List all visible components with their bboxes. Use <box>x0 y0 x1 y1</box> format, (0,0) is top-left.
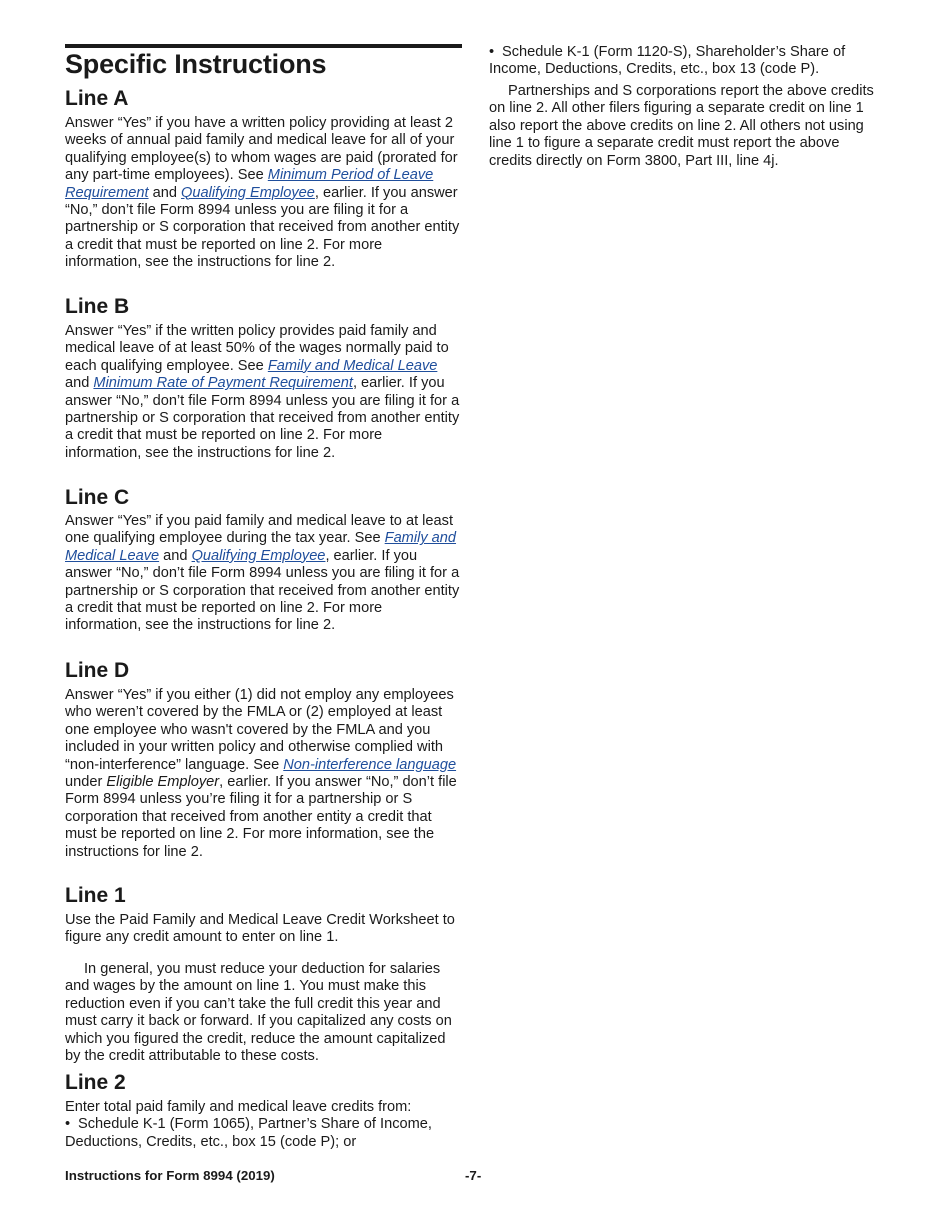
line-a-text-3: , earlier. If you answer “No,” don’t file Form 8994 unless you are filing it for a partnership or S corporation that received from another entity a credit that must be reported on line 2. For more information, see the instructions for line 2. <box>65 184 460 271</box>
eligible-employer-term: Eligible Employer <box>106 774 220 791</box>
line-2-intro-text: Enter total paid family and medical leave credits from: <box>65 1099 412 1115</box>
line-d-paragraph <box>65 687 462 861</box>
line-2-bullet-item-2 <box>489 44 884 79</box>
link-qualifying-employee[interactable]: Qualifying Employee <box>181 184 315 201</box>
line-2-bullet-2: Schedule K-1 (Form 1120-S), Shareholder’s Share of Income, Deductions, Credits, etc., box 13 (code P). <box>489 44 846 78</box>
line-1-paragraph-1: Use the Paid Family and Medical Leave Credit Worksheet to figure any credit amount to enter on line 1. <box>65 912 455 946</box>
line-c-heading: Line C <box>65 486 130 509</box>
line-2-partnerships-paragraph: Partnerships and S corporations report the above credits on line 2. All other filers figuring a separate credit on line 1 also report the above credits on line 2. All others not using line 1 to figure a separate credit must report the above credits directly on Form 3800, Part III, line 4j. <box>489 83 874 169</box>
line-d-text-2: under <box>65 774 107 791</box>
link-family-and-medical-leave[interactable]: Family and Medical Leave <box>267 357 438 374</box>
line-d-text-3: , earlier. If you answer “No,” don’t file Form 8994 unless you’re filing it for a partnership or S corporation that received from another entity a credit that must be reported on line 2. For more information, see the instructions for line 2. <box>65 774 457 860</box>
link-minimum-period-of-leave-requirement[interactable]: Minimum Period of Leave Requirement <box>65 167 434 201</box>
line-c-text-2: and <box>159 547 192 564</box>
line-c-text-3: , earlier. If you answer “No,” don’t file Form 8994 unless you are filing it for a partnership or S corporation that received from another entity a credit that must be reported on line 2. For more information, see the instructions for line 2. <box>65 547 460 634</box>
line-2-heading: Line 2 <box>65 1071 126 1094</box>
footer-page-number: -7- <box>465 1168 482 1183</box>
line-a-text-1: Answer “Yes” if you have a written policy providing at least 2 weeks of annual paid family and medical leave for all of your qualifying employee(s) to whom wages are paid (prorated for any part-time employees). See <box>65 115 458 184</box>
link-non-interference-language[interactable]: Non-interference language <box>283 756 457 773</box>
line-c-paragraph <box>65 513 462 635</box>
line-a-paragraph <box>65 115 462 272</box>
footer-form-title: Instructions for Form 8994 (2019) <box>65 1168 275 1183</box>
line-d-heading: Line D <box>65 659 130 682</box>
line-a-heading: Line A <box>65 87 129 110</box>
line-b-text-1: Answer “Yes” if the written policy provides paid family and medical leave of at least 50% of the wages normally paid to each qualifying employee. See <box>65 323 449 374</box>
line-1-paragraph-2: In general, you must reduce your deduction for salaries and wages by the amount on line 1. You must make this reduction even if you can’t take the full credit this year and must carry it back or forward. If you capitalized any costs on which you figured the credit, reduce the amount capitalized by the credit attributable to these costs. <box>65 961 452 1065</box>
line-1-heading: Line 1 <box>65 884 126 907</box>
line-d-text-1: Answer “Yes” if you either (1) did not employ any employees who weren’t covered by the FMLA or (2) employed at least one employee who wasn't covered by the FMLA and you included in your written policy and otherwise complied with “non-interference” language. See <box>65 687 454 773</box>
line-b-heading: Line B <box>65 295 130 318</box>
line-b-text-2: and <box>65 375 94 392</box>
link-minimum-rate-of-payment-requirement[interactable]: Minimum Rate of Payment Requirement <box>93 375 353 392</box>
line-2-intro <box>65 1099 462 1151</box>
bullet-icon: • <box>65 1116 71 1133</box>
link-qualifying-employee[interactable]: Qualifying Employee <box>191 547 326 564</box>
link-family-and-medical-leave[interactable]: Family and Medical Leave <box>65 530 457 564</box>
section-title: Specific Instructions <box>65 49 327 79</box>
line-c-text-1: Answer “Yes” if you paid family and medical leave to at least one qualifying employee during the tax year. See <box>65 513 454 547</box>
line-a-text-2: and <box>148 184 182 201</box>
line-b-paragraph <box>65 323 462 462</box>
bullet-icon: • <box>489 44 495 60</box>
line-b-text-3: , earlier. If you answer “No,” don’t file Form 8994 unless you are filing it for a partnership or S corporation that received from another entity a credit that must be reported on line 2. For more information, see the instructions for line 2. <box>65 375 460 461</box>
line-2-bullet-1: Schedule K-1 (Form 1065), Partner’s Share of Income, Deductions, Credits, etc., box 15 (code P); or <box>65 1116 432 1150</box>
